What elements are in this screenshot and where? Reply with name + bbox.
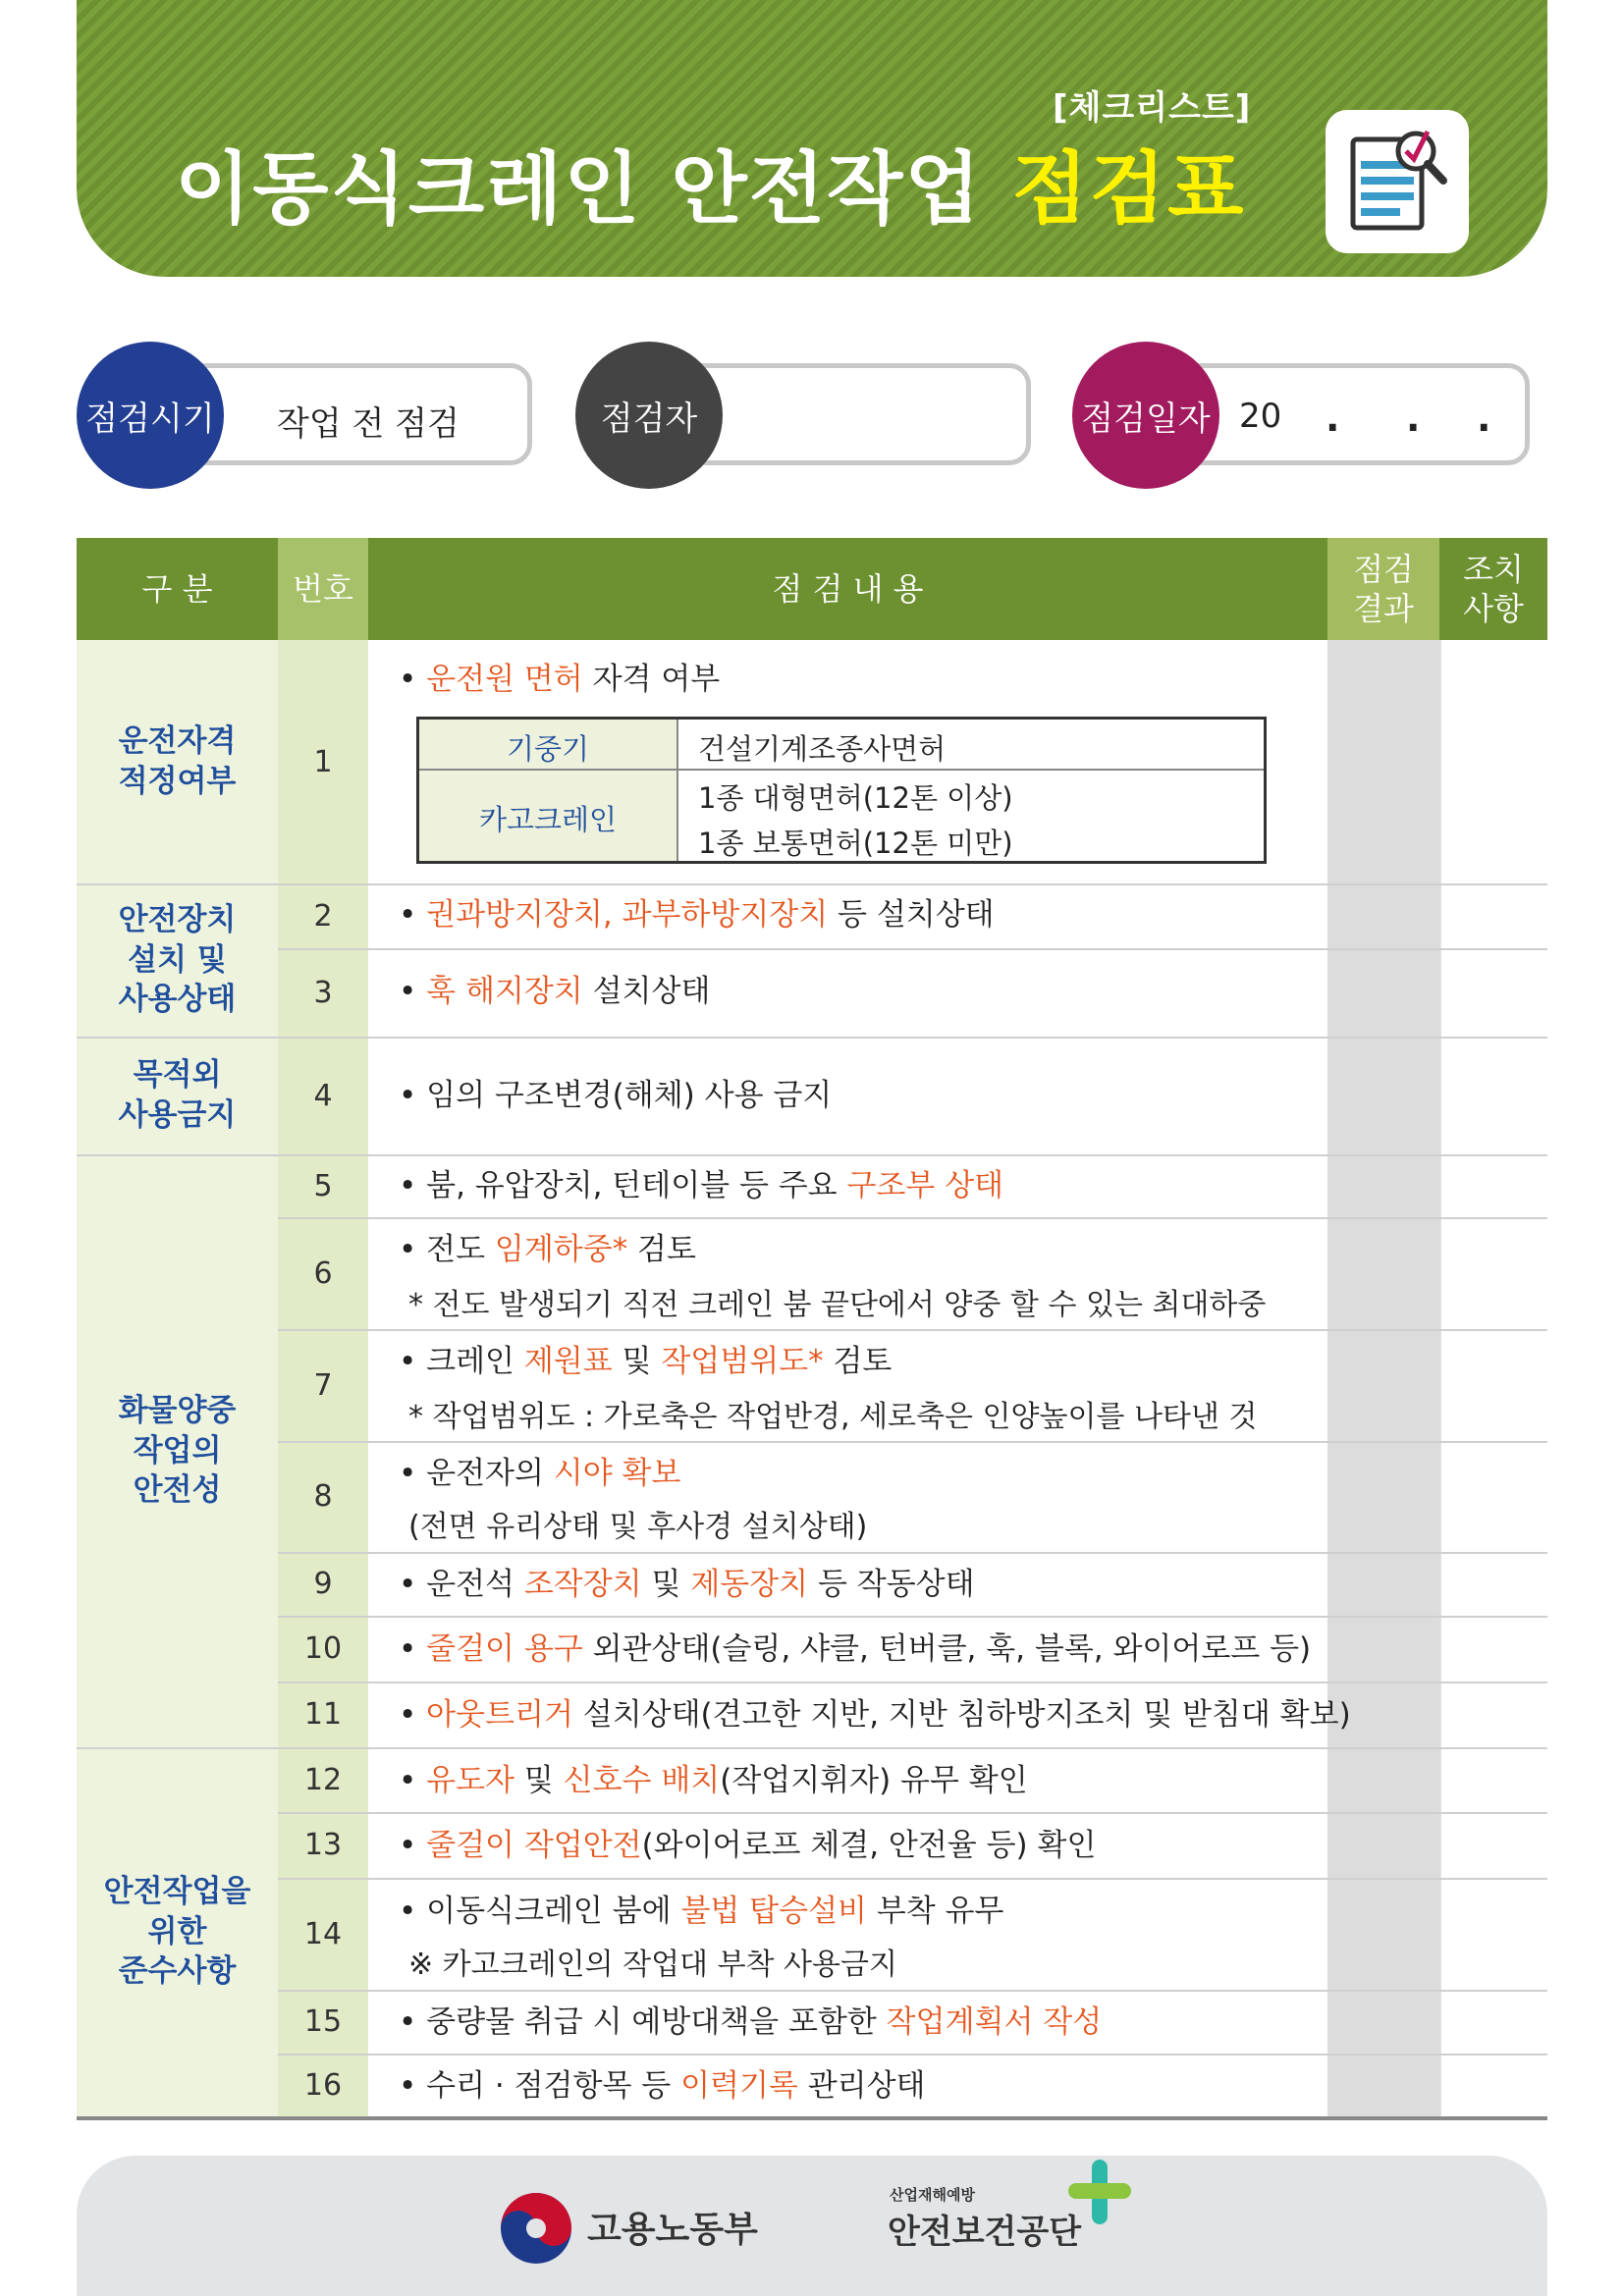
row-divider — [278, 2054, 1547, 2056]
item-text: 검토 — [823, 1344, 893, 1379]
check-item-13 — [399, 1828, 1096, 1864]
category-misuse — [77, 1037, 278, 1154]
category-line: 화물양중 — [118, 1392, 237, 1428]
row-number: 11 — [303, 1697, 343, 1732]
check-item-11 — [399, 1697, 1351, 1734]
bullet: • — [399, 974, 417, 1009]
bullet: • — [399, 1567, 417, 1602]
item-emphasis: 줄걸이 작업안전 — [426, 1828, 642, 1863]
header-result — [1327, 538, 1439, 640]
row-number: 8 — [313, 1479, 333, 1514]
item-text: 자격 여부 — [582, 662, 721, 697]
bullet: • — [399, 1763, 417, 1798]
item-note: (전면 유리상태 및 후사경 설치상태) — [408, 1510, 868, 1544]
row-divider — [278, 1990, 1547, 1992]
row-divider — [278, 1552, 1547, 1554]
date-dot: . — [1406, 397, 1421, 440]
license-value-cargo-regular: 1종 보통면허(12톤 미만) — [698, 827, 1013, 860]
item-text: 외관상태(슬링, 샤클, 턴버클, 훅, 블록, 와이어로프 등) — [582, 1631, 1312, 1667]
bullet: • — [399, 2068, 417, 2104]
item-text: 붐, 유압장치, 턴테이블 등 주요 — [426, 1168, 847, 1203]
category-line: 안전장치 — [118, 901, 237, 937]
item-text: 설치상태(견고한 지반, 지반 침하방지조치 및 받침대 확보) — [572, 1697, 1351, 1733]
date-year-prefix: 20 — [1239, 397, 1282, 436]
check-item-15 — [399, 2004, 1102, 2041]
check-item-10 — [399, 1631, 1311, 1668]
bullet: • — [399, 1697, 417, 1733]
item-text: (와이어로프 체결, 안전율 등) 확인 — [641, 1828, 1097, 1863]
table-bottom-border — [77, 2116, 1547, 2120]
category-line: 안전성 — [133, 1472, 222, 1509]
row-number: 5 — [313, 1168, 333, 1203]
result-column[interactable] — [1327, 640, 1439, 2118]
item-text: 등 설치상태 — [828, 897, 995, 933]
footer — [77, 2156, 1547, 2296]
bullet: • — [399, 1344, 417, 1379]
row-number: 4 — [313, 1078, 333, 1113]
check-item-1 — [399, 662, 720, 698]
item-emphasis: 아웃트리거 — [426, 1697, 573, 1733]
checklist-magnifier-icon — [1326, 110, 1469, 253]
item-emphasis: 작업계획서 작성 — [886, 2004, 1103, 2040]
category-line: 사용상태 — [118, 982, 237, 1018]
row-number: 15 — [303, 2004, 343, 2039]
moel-name: 고용노동부 — [587, 2210, 758, 2250]
item-emphasis: 시야 확보 — [553, 1456, 681, 1491]
item-emphasis: 유도자 — [426, 1763, 514, 1798]
header-action-line1: 조치 — [1463, 551, 1524, 588]
item-text: 관리상태 — [797, 2068, 926, 2104]
check-item-3 — [399, 974, 710, 1010]
header-number: 번호 — [278, 538, 368, 640]
check-item-6 — [399, 1232, 696, 1268]
item-text: 및 — [514, 1763, 564, 1798]
header-action-line2: 사항 — [1463, 590, 1524, 627]
header-category: 구 분 — [141, 570, 213, 608]
item-text: (작업지휘자) 유무 확인 — [720, 1763, 1028, 1798]
row-divider — [278, 1441, 1547, 1443]
category-line: 설치 및 — [128, 941, 227, 978]
row-number: 7 — [313, 1367, 333, 1403]
page-title — [175, 126, 1245, 239]
check-item-5 — [399, 1168, 1003, 1204]
item-note: * 작업범위도 : 가로축은 작업반경, 세로축은 인양높이를 나타낸 것 — [408, 1400, 1258, 1434]
row-number: 6 — [313, 1255, 333, 1291]
check-item-14 — [399, 1894, 1003, 1930]
item-text: 수리 · 점검항목 등 — [426, 2068, 681, 2104]
check-item-4 — [399, 1078, 832, 1114]
header-result-line2: 결과 — [1353, 590, 1414, 627]
inspector-label: 점검자 — [575, 342, 723, 489]
kosha-tagline: 산업재해예방 — [890, 2186, 975, 2204]
row-number: 14 — [303, 1916, 343, 1951]
item-emphasis: 불법 탑승설비 — [680, 1894, 867, 1929]
category-lifting — [77, 1154, 278, 1747]
item-emphasis: 운전원 면허 — [426, 662, 583, 697]
bullet: • — [399, 1168, 417, 1203]
category-line: 작업의 — [133, 1432, 222, 1468]
row-number: 16 — [303, 2067, 343, 2103]
item-emphasis: 줄걸이 용구 — [426, 1631, 583, 1667]
item-emphasis: 조작장치 — [523, 1567, 642, 1602]
moel-logo-icon — [499, 2191, 573, 2266]
item-emphasis: 작업범위도* — [661, 1344, 824, 1379]
kosha-name: 안전보건공단 — [888, 2213, 1082, 2252]
category-line: 사용금지 — [118, 1097, 237, 1133]
category-line: 안전작업을 — [103, 1873, 251, 1909]
title-highlight: 점검표 — [1011, 143, 1246, 235]
item-emphasis: 제원표 — [523, 1344, 613, 1379]
item-emphasis: 구조부 상태 — [846, 1168, 1004, 1203]
bullet: • — [399, 897, 417, 933]
item-emphasis: 권과방지장치, 과부하방지장치 — [426, 897, 829, 933]
row-number: 13 — [303, 1828, 343, 1862]
check-item-12 — [399, 1763, 1028, 1799]
page-subtitle: [체크리스트] — [1053, 88, 1252, 128]
row-number: 10 — [303, 1631, 343, 1666]
check-item-7 — [399, 1344, 892, 1380]
bullet: • — [399, 1232, 417, 1267]
date-dot: . — [1326, 397, 1340, 440]
row-number: 1 — [313, 744, 333, 779]
item-text: 및 — [612, 1344, 662, 1379]
bullet: • — [399, 1894, 417, 1929]
check-item-16 — [399, 2068, 926, 2105]
row-divider — [278, 1812, 1547, 1814]
item-note: * 전도 발생되기 직전 크레인 붐 끝단에서 양중 할 수 있는 최대하중 — [408, 1288, 1267, 1322]
category-line: 적정여부 — [118, 764, 237, 799]
bullet: • — [399, 662, 417, 697]
item-text: 중량물 취급 시 예방대책을 포함한 — [426, 2004, 887, 2040]
license-label-cargo: 카고크레인 — [478, 803, 618, 836]
category-compliance — [77, 1747, 278, 2116]
row-divider — [278, 1616, 1547, 1618]
license-column-divider — [677, 720, 678, 861]
row-number: 2 — [313, 898, 333, 934]
item-emphasis: 신호수 배치 — [563, 1763, 721, 1798]
item-text: 임의 구조변경(해체) 사용 금지 — [426, 1078, 833, 1113]
check-item-2 — [399, 897, 995, 934]
bullet: • — [399, 1078, 417, 1113]
license-row-divider — [419, 769, 1264, 771]
item-text: 등 작동상태 — [808, 1567, 975, 1602]
timing-label: 점검시기 — [77, 342, 224, 489]
column-divider — [1439, 640, 1441, 2116]
row-number: 12 — [303, 1762, 343, 1797]
category-line: 목적외 — [133, 1057, 222, 1094]
header-result-line1: 점검 — [1353, 551, 1414, 588]
date-dot: . — [1477, 397, 1491, 440]
row-number: 9 — [313, 1567, 333, 1601]
license-table — [416, 717, 1267, 864]
row-divider — [278, 1682, 1547, 1683]
bullet: • — [399, 2004, 417, 2040]
bullet: • — [399, 1631, 417, 1667]
category-line: 준수사항 — [118, 1953, 237, 1990]
item-text: 설치상태 — [582, 974, 711, 1009]
category-safety-device — [77, 883, 278, 1037]
item-emphasis: 훅 해지장치 — [426, 974, 583, 1009]
item-text: 운전자의 — [426, 1456, 554, 1491]
license-value-crane: 건설기계조종사면허 — [698, 732, 947, 766]
row-divider — [278, 1878, 1547, 1880]
category-license — [77, 640, 278, 883]
item-text: 부착 유무 — [866, 1894, 1004, 1929]
item-text: 전도 — [426, 1232, 495, 1267]
row-number: 3 — [313, 975, 333, 1010]
check-item-8 — [399, 1456, 680, 1492]
item-emphasis: 이력기록 — [680, 2068, 798, 2104]
item-note: ※ 카고크레인의 작업대 부착 사용금지 — [408, 1948, 897, 1982]
item-text: 검토 — [627, 1232, 696, 1267]
date-label: 점검일자 — [1072, 342, 1219, 489]
license-label-crane: 기중기 — [506, 732, 590, 766]
item-emphasis: 제동장치 — [690, 1567, 809, 1602]
row-divider — [278, 948, 1547, 950]
bullet: • — [399, 1828, 417, 1863]
timing-value: 작업 전 점검 — [277, 404, 460, 444]
license-value-cargo-large: 1종 대형면허(12톤 이상) — [698, 781, 1013, 815]
row-divider — [278, 1329, 1547, 1331]
bullet: • — [399, 1456, 417, 1491]
check-item-9 — [399, 1567, 975, 1603]
item-text: 이동식크레인 붐에 — [426, 1894, 681, 1929]
category-line: 위한 — [147, 1913, 207, 1949]
item-emphasis: 임계하중* — [494, 1232, 628, 1267]
category-line: 운전자격 — [118, 723, 237, 760]
row-divider — [278, 1217, 1547, 1219]
item-text: 및 — [641, 1567, 691, 1602]
header-content: 점 검 내 용 — [772, 570, 924, 608]
header-action — [1439, 538, 1547, 640]
item-text: 운전석 — [426, 1567, 524, 1602]
item-text: 크레인 — [426, 1344, 524, 1379]
title-main: 이동식크레인 안전작업 — [175, 143, 1012, 235]
